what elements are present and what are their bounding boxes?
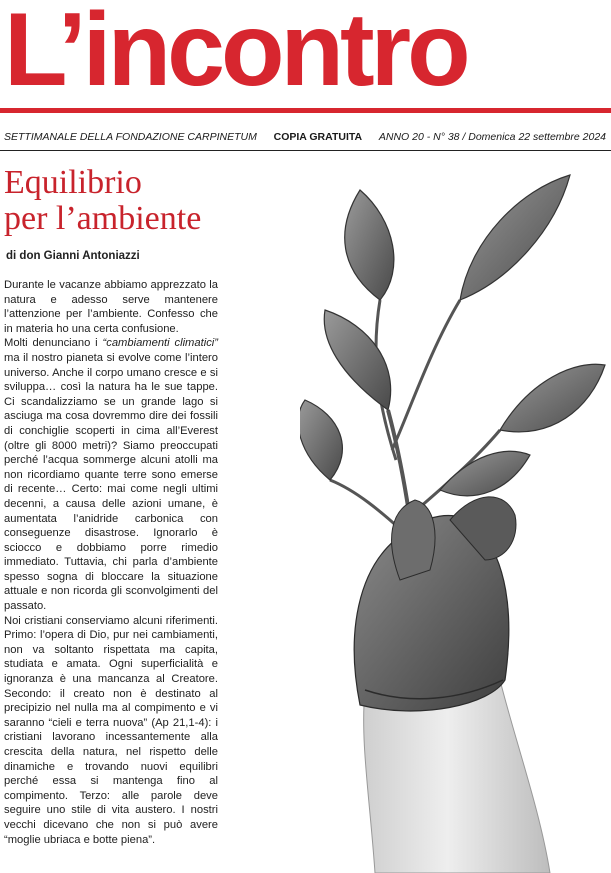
hand-holding-plant-photo [300, 160, 611, 873]
paragraph-2-start: Molti denunciano i [4, 337, 103, 350]
newspaper-logo: L’incontro [4, 0, 467, 108]
painted-thumb [392, 500, 435, 580]
tagline: SETTIMANALE DELLA FONDAZIONE CARPINETUM [4, 131, 257, 143]
logo-rule [0, 108, 611, 113]
article-body [4, 278, 218, 847]
headline-line-1: Equilibrio [4, 164, 142, 201]
leaf-right [500, 364, 605, 432]
hand [354, 497, 550, 873]
headline-line-2: per l’ambiente [4, 200, 202, 237]
paragraph-1: Durante le vacanze abbiamo apprezzato la natura e adesso serve mantenere l’attenzione per l’ambiente. Confesso che in materia ho una certa confusione. [4, 279, 218, 335]
byline: di don Gianni Antoniazzi [6, 250, 140, 262]
leaf-top [460, 175, 570, 300]
paragraph-3: Noi cristiani conserviamo alcuni riferimenti. Primo: l’opera di Dio, pur nei cambiamenti, non va soltanto rispettata ma capita, studiata e amata. Ogni superficialità e ignoranza è una mancanza al Creatore. Secondo: il creato non è destinato al precipizio nel nulla ma al compimento e vi saranno “cieli e terra nuova” (Ap 21,1-4): i cristiani lavorano incessantemente alla crescita della natura, nel rispetto delle dinamiche e trovando nuovi equilibri perché essa si mantenga fino al compimento. Terzo: alle parole deve seguire uno stile di vita austero. I nostri vecchi dicevano che non si può avere “moglie ubriaca e botte piena”. [4, 614, 218, 846]
masthead [0, 0, 611, 125]
leaf-middle [324, 310, 390, 410]
plant-leaves [300, 175, 605, 496]
free-copy-label: COPIA GRATUITA [273, 131, 363, 143]
article-headline [4, 165, 201, 237]
paragraph-2-rest: ma il nostro pianeta si evolve come l’intero universo. Anche il corpo umano cresce e si sviluppa… così la natura ha le sue tappe. Ci scandalizziamo se un grande lago si asciuga ma cosa dovremmo dire dei fossili di conchiglie scoperti in cima all’Everest (oltre gli 8000 metri)? Siamo preoccupati perché l’acqua sommerge alcuni atolli ma non ricordiamo quante terre sono emerse di recente… Certo: mai come negli ultimi decenni, a causa delle azioni umane, è aumentata l’anidride carbonica con conseguenze disastrose. Ignorarlo è sciocco e dobbiamo porre rimedio immediato. Tuttavia, chi parla d’ambiente spesso sogna di bloccare la situazione attuale e non ricorda gli sconvolgimenti del passato. [4, 351, 218, 613]
issue-info: ANNO 20 - N° 38 / Domenica 22 settembre 2024 [378, 131, 606, 143]
paragraph-2 [4, 336, 218, 613]
leaf-low-left [300, 400, 342, 480]
leaf-low-right [440, 451, 530, 495]
climate-change-quote: “cambiamenti climatici” [102, 337, 218, 350]
subheader [4, 131, 606, 143]
leaf-top-left [345, 190, 394, 300]
subheader-rule [0, 150, 611, 151]
